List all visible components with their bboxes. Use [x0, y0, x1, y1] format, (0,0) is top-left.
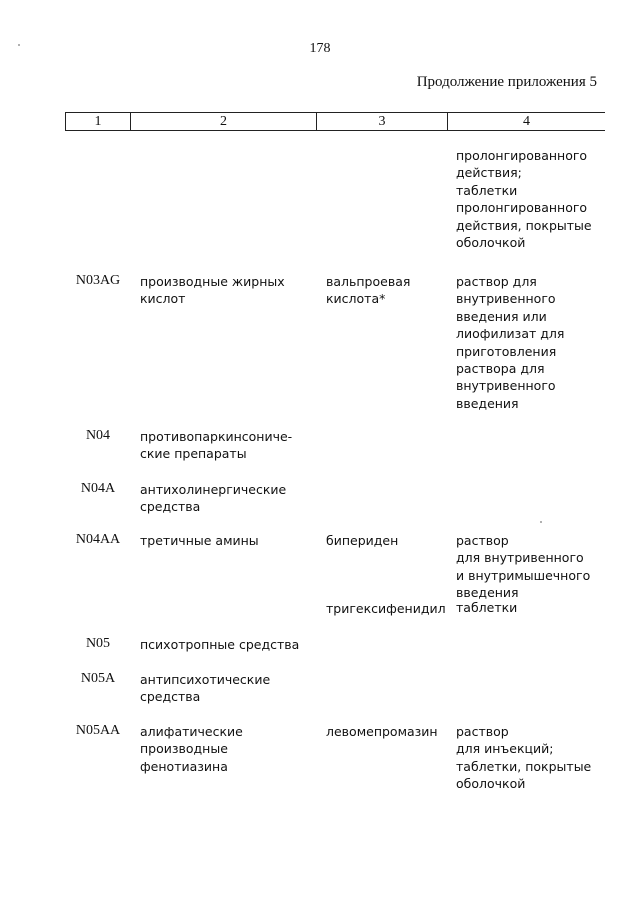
group-name-cell: антипсихотические средства — [140, 672, 271, 705]
group-name-cell: психотропные средства — [140, 637, 300, 652]
column-header-1: 1 — [65, 113, 130, 130]
dosage-form-cell: раствор для внутривенного и внутримышечного введения — [456, 533, 591, 601]
dosage-form-cell: таблетки — [456, 600, 518, 615]
atc-code-cell: N04A — [80, 481, 116, 496]
column-header-3: 3 — [316, 113, 447, 130]
table-header-row — [65, 112, 605, 131]
substance-name-cell: левомепромазин — [326, 724, 438, 739]
atc-code-cell: N05 — [85, 636, 111, 651]
scan-speck — [540, 521, 542, 523]
group-name-cell: противопаркинсониче- ские препараты — [140, 429, 293, 462]
group-name-cell: производные жирных кислот — [140, 274, 285, 307]
substance-name-cell: вальпроевая кислота* — [326, 274, 411, 307]
column-header-2: 2 — [130, 113, 316, 130]
substance-name-cell: бипериден — [326, 533, 399, 548]
page-number: 178 — [309, 41, 331, 56]
group-name-cell: антихолинергические средства — [140, 482, 287, 515]
dosage-form-cell: раствор для инъекций; таблетки, покрытые оболочкой — [456, 724, 592, 792]
continuation-form-cell: пролонгированного действия; таблетки пролонгированного действия, покрытые оболочкой — [456, 148, 592, 251]
column-header-4: 4 — [447, 113, 605, 130]
group-name-cell: алифатические производные фенотиазина — [140, 724, 243, 774]
atc-code-cell: N04 — [85, 428, 111, 443]
atc-code-cell: N03AG — [75, 273, 121, 288]
appendix-continuation-label: Продолжение приложения 5 — [416, 74, 597, 90]
scan-speck — [18, 44, 20, 46]
dosage-form-cell: раствор для внутривенного введения или лиофилизат для приготовления раствора для внутривенного введения — [456, 274, 565, 411]
atc-code-cell: N04AA — [75, 532, 121, 547]
atc-code-cell: N05A — [80, 671, 116, 686]
substance-name-cell: тригексифенидил — [326, 601, 446, 616]
atc-code-cell: N05AA — [75, 723, 121, 738]
group-name-cell: третичные амины — [140, 533, 259, 548]
